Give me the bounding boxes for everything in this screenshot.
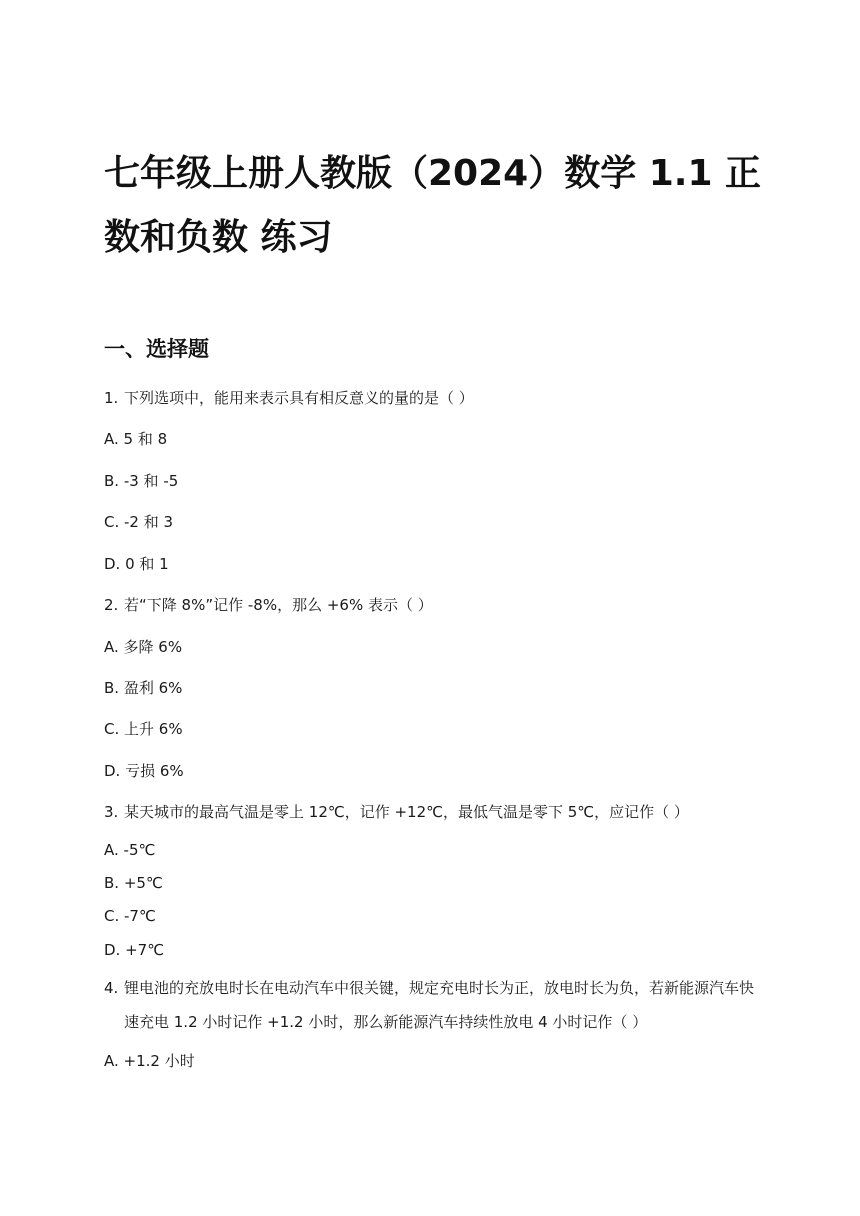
option-3b: B. +5℃ <box>104 874 163 892</box>
question-number: 1. <box>104 389 119 407</box>
option-3c: C. -7℃ <box>104 907 156 925</box>
question-number: 2. <box>104 596 119 614</box>
option-4a: A. +1.2 小时 <box>104 1052 195 1070</box>
option-2c: C. 上升 6% <box>104 720 183 738</box>
question-text: 若“下降 8%”记作 -8%，那么 +6% 表示（ ） <box>124 596 433 614</box>
question-text: 某天城市的最高气温是零上 12℃，记作 +12℃，最低气温是零下 5℃，应记作（ ） <box>124 803 689 821</box>
option-1b: B. -3 和 -5 <box>104 472 179 490</box>
option-2a: A. 多降 6% <box>104 638 183 656</box>
document-title: 七年级上册人教版（2024）数学 1.1 正数和负数 练习 <box>104 153 762 258</box>
question-text: 下列选项中，能用来表示具有相反意义的量的是（ ） <box>124 389 474 407</box>
option-3d: D. +7℃ <box>104 941 165 959</box>
option-2d: D. 亏损 6% <box>104 762 184 780</box>
option-2b: B. 盈利 6% <box>104 679 183 697</box>
question-3 <box>104 801 689 823</box>
option-1d: D. 0 和 1 <box>104 555 169 573</box>
option-1c: C. -2 和 3 <box>104 513 174 531</box>
option-1a: A. 5 和 8 <box>104 430 168 448</box>
question-2 <box>104 594 433 616</box>
question-4 <box>104 971 764 1039</box>
option-3a: A. -5℃ <box>104 841 156 859</box>
question-number: 4. <box>104 979 119 997</box>
question-text: 锂电池的充放电时长在电动汽车中很关键，规定充电时长为正，放电时长为负，若新能源汽车快速充电 1.2 小时记作 +1.2 小时，那么新能源汽车持续性放电 4 小时记作（ ） <box>124 979 755 1031</box>
question-number: 3. <box>104 803 119 821</box>
section-heading: 一、选择题 <box>104 337 209 361</box>
question-1 <box>104 387 474 409</box>
